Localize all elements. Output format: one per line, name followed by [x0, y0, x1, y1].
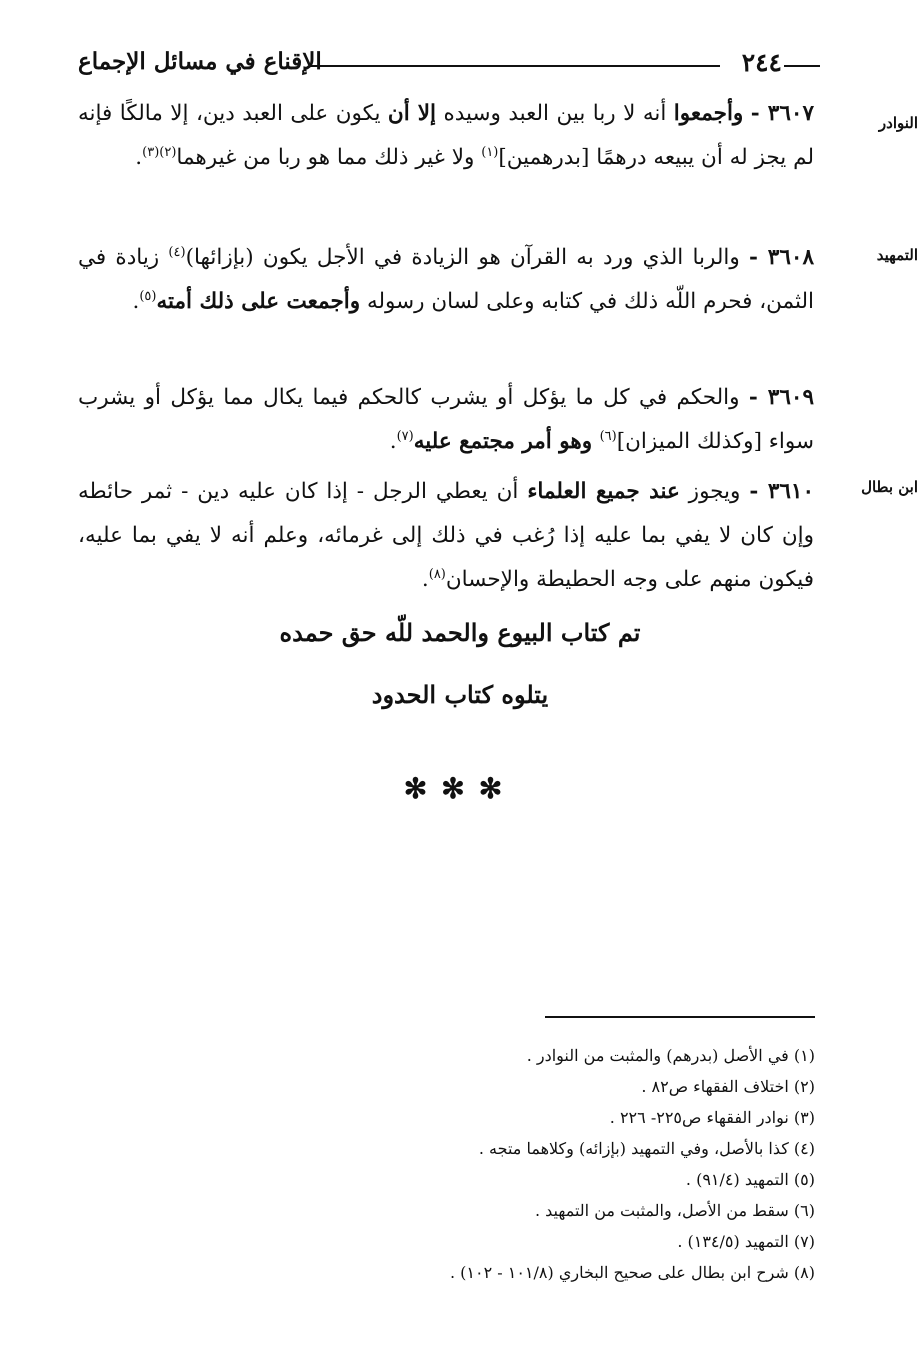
footnote: (١) في الأصل (بدرهم) والمثبت من النوادر . — [526, 1046, 815, 1065]
book-closing-line: تم كتاب البيوع والحمد للّه حق حمده — [279, 618, 641, 647]
entry-3607 — [78, 92, 814, 180]
entry-text: ولا غير ذلك مما هو ربا من غيرهما — [176, 145, 482, 170]
footnote-ref: (٥) — [139, 288, 157, 304]
entry-text: والحكم في كل ما يؤكل أو يشرب كالحكم فيما يكال مما يؤكل أو يشرب سواء [وكذلك الميزان] — [78, 385, 814, 454]
entry-number: ٣٦٠٧ - — [750, 101, 814, 126]
entry-text: . — [132, 289, 140, 314]
entry-text: أن يعطي الرجل - إذا كان عليه دين - ثمر حائطه وإن كان لا يفي بما عليه إذا رُغب في ذلك إلى غرمائه، وعلم أنه لا يفي بما عليه، فيكون منهم على وجه الحطيطة والإحسان — [78, 479, 814, 592]
footnote-ref: (٤) — [168, 244, 186, 260]
margin-label-nawadir: النوادر — [878, 114, 918, 132]
entry-text: ويجوز — [679, 479, 750, 504]
footnote: (٤) كذا بالأصل، وفي التمهيد (بإزائه) وكلاهما متجه . — [478, 1139, 815, 1158]
entry-3608 — [78, 236, 814, 324]
margin-label-ibn-battal: ابن بطال — [861, 478, 918, 496]
footnote-ref: (١) — [481, 144, 499, 160]
footnotes — [250, 1040, 815, 1288]
consensus-phrase: وأجمعوا — [673, 101, 744, 126]
footnote: (٦) سقط من الأصل، والمثبت من التمهيد . — [534, 1201, 815, 1220]
footnote: (٥) التمهيد (٩١/٤) . — [685, 1170, 815, 1189]
entry-number: ٣٦٠٩ - — [748, 385, 814, 410]
footnote-ref: (٦) — [599, 428, 617, 444]
entry-text: يكون على العبد دين، إلا مالكًا فإنه لم يجز له أن يبيعه درهمًا [بدرهمين] — [78, 101, 814, 170]
consensus-phrase: وهو أمر مجتمع عليه — [413, 429, 600, 454]
footnote-rule — [545, 1016, 815, 1018]
footnote-ref: (٧) — [396, 428, 414, 444]
margin-label-tamhid: التمهيد — [876, 246, 918, 264]
consensus-phrase: عند جميع العلماء — [527, 479, 680, 504]
footnote-ref: (٢)(٣) — [142, 144, 177, 160]
entry-text: زيادة في الثمن، فحرم اللّه ذلك في كتابه وعلى لسان رسوله — [78, 245, 814, 314]
header-rule-middle — [310, 65, 720, 67]
section-divider-stars: ✻✻✻ — [403, 772, 517, 805]
consensus-phrase: وأجمعت على ذلك أمته — [156, 289, 361, 314]
entry-text: أنه لا ربا بين العبد وسيده — [436, 101, 674, 126]
entry-3610 — [78, 470, 814, 602]
footnote: (٧) التمهيد (١٣٤/٥) . — [677, 1232, 815, 1251]
running-title: الإقناع في مسائل الإجماع — [78, 48, 322, 75]
entry-text: والربا الذي ورد به القرآن هو الزيادة في الأجل يكون (بإزائها) — [185, 245, 749, 270]
entry-text: . — [421, 567, 429, 592]
next-book-line: يتلوه كتاب الحدود — [371, 680, 549, 709]
entry-number: ٣٦١٠ - — [749, 479, 815, 504]
entry-text: . — [389, 429, 397, 454]
footnote: (٢) اختلاف الفقهاء ص٨٢ . — [641, 1077, 815, 1096]
entry-text: . — [135, 145, 143, 170]
footnote: (٨) شرح ابن بطال على صحيح البخاري (١٠١/٨ - ١٠٢) . — [449, 1263, 815, 1282]
footnote: (٣) نوادر الفقهاء ص٢٢٥- ٢٢٦ . — [609, 1108, 815, 1127]
emphasis-phrase: إلا أن — [387, 101, 437, 126]
running-header — [70, 44, 820, 84]
header-rule-right — [784, 65, 820, 67]
page-number: ٢٤٤ — [741, 48, 782, 77]
entry-3609 — [78, 376, 814, 464]
footnote-ref: (٨) — [428, 566, 446, 582]
entry-number: ٣٦٠٨ - — [748, 245, 814, 270]
